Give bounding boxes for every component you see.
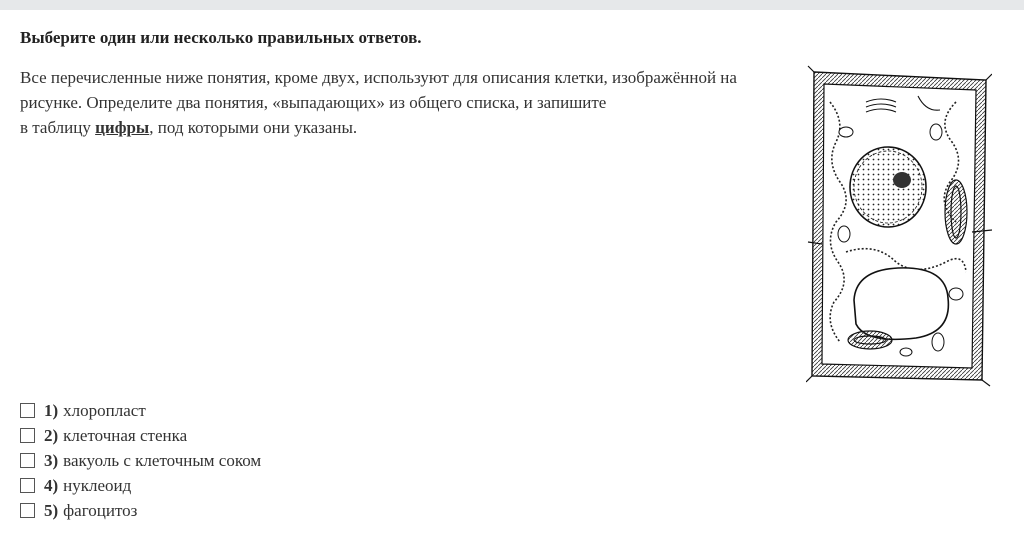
- checkbox-option-4[interactable]: [20, 478, 35, 493]
- answer-option-3[interactable]: [20, 448, 261, 473]
- option-number: 5): [44, 500, 59, 520]
- answer-option-5[interactable]: [20, 498, 261, 523]
- checkbox-option-2[interactable]: [20, 428, 35, 443]
- option-label: клеточная стенка: [63, 425, 188, 445]
- option-number: 2): [44, 425, 59, 445]
- question-text: [20, 65, 795, 140]
- checkbox-option-1[interactable]: [20, 403, 35, 418]
- question-instruction: Выберите один или несколько правильных ответов.: [20, 28, 422, 47]
- answer-option-1[interactable]: [20, 398, 261, 423]
- option-label: хлоропласт: [63, 400, 146, 420]
- question-text-part1: Все перечисленные ниже понятия, кроме двух, используют для описания клетки, изображённой на рисунке. Определите два понятия, «выпадающих» из общего списка, и запишите: [20, 68, 737, 112]
- answer-options: [20, 398, 261, 523]
- answer-option-2[interactable]: [20, 423, 261, 448]
- question-text-emphasis: цифры: [95, 118, 150, 137]
- checkbox-option-5[interactable]: [20, 503, 35, 518]
- option-label: фагоцитоз: [63, 500, 138, 520]
- top-bar: [0, 0, 1024, 10]
- checkbox-option-3[interactable]: [20, 453, 35, 468]
- option-label: нуклеоид: [63, 475, 132, 495]
- question-text-part2: в таблицу: [20, 118, 96, 137]
- answer-option-4[interactable]: [20, 473, 261, 498]
- question-text-part3: , под которыми они указаны.: [149, 118, 358, 137]
- option-label: вакуоль с клеточным соком: [63, 450, 262, 470]
- option-number: 3): [44, 450, 59, 470]
- option-number: 1): [44, 400, 59, 420]
- option-number: 4): [44, 475, 59, 495]
- plant-cell-illustration: [806, 62, 992, 388]
